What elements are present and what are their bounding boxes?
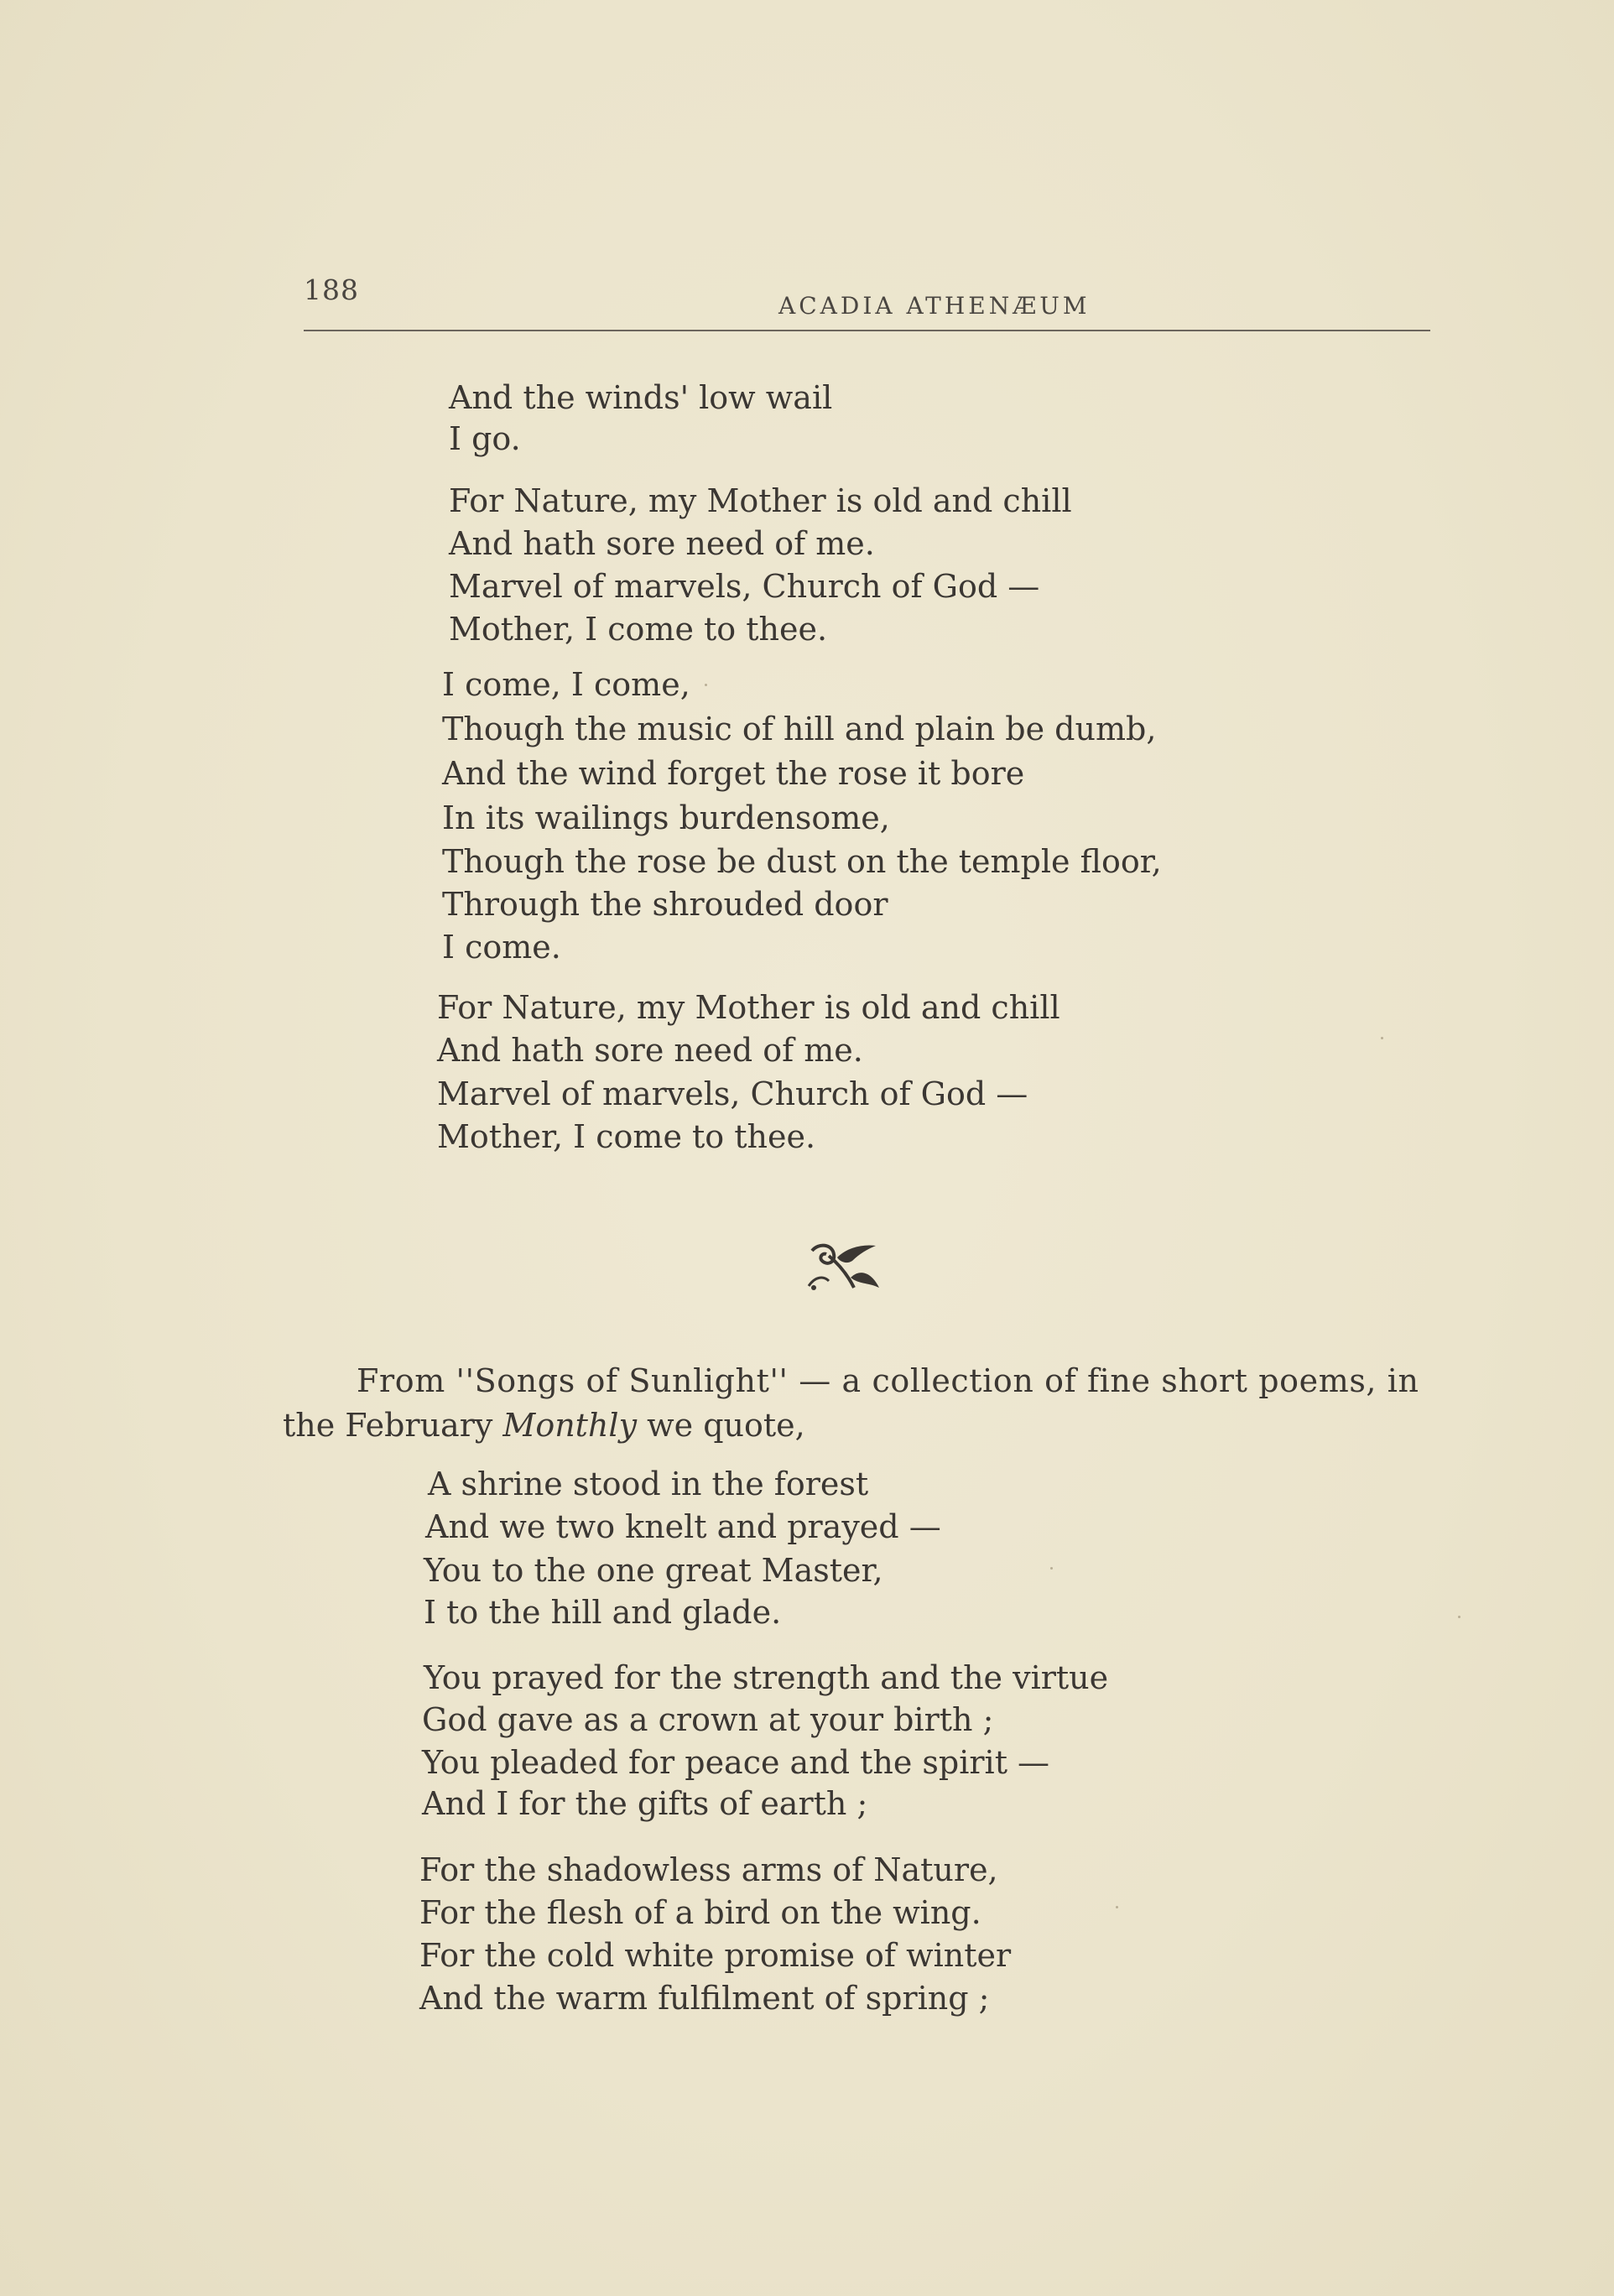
quoted-poem-line: And I for the gifts of earth ;: [422, 1785, 868, 1822]
poem-line: I come, I come,: [442, 666, 690, 703]
intro-text: the February: [283, 1407, 503, 1444]
running-head: ACADIA ATHENÆUM: [778, 292, 1091, 320]
poem-line: Through the shrouded door: [442, 886, 888, 923]
poem-line: Marvel of marvels, Church of God —: [437, 1075, 1028, 1112]
poem-line: And the wind forget the rose it bore: [442, 755, 1025, 792]
quoted-poem-line: For the flesh of a bird on the wing.: [419, 1894, 981, 1931]
paper-speck: [705, 684, 707, 686]
poem-line: For Nature, my Mother is old and chill: [449, 482, 1072, 519]
quoted-poem-line: God gave as a crown at your birth ;: [422, 1701, 994, 1738]
poem-line: Mother, I come to thee.: [449, 611, 828, 648]
quoted-poem-line: For the cold white promise of winter: [419, 1937, 1012, 1974]
poem-line: Marvel of marvels, Church of God —: [449, 568, 1040, 605]
quoted-poem-line: I to the hill and glade.: [424, 1594, 782, 1631]
page-number: 188: [304, 273, 359, 306]
poem-line: In its wailings burdensome,: [442, 799, 890, 836]
quoted-poem-line: For the shadowless arms of Nature,: [419, 1851, 998, 1888]
quoted-poem-line: And we two knelt and prayed —: [425, 1508, 941, 1545]
fleuron-ornament-icon: [804, 1239, 888, 1293]
intro-line: From ''Songs of Sunlight'' — a collection of fine short poems, in: [357, 1362, 1419, 1399]
quoted-poem-line: You pleaded for peace and the spirit —: [422, 1744, 1050, 1781]
poem-line: For Nature, my Mother is old and chill: [437, 989, 1060, 1026]
paper-speck: [1381, 1037, 1383, 1039]
header-rule: [304, 330, 1430, 331]
quoted-poem-line: You to the one great Master,: [424, 1552, 883, 1589]
poem-line: Though the rose be dust on the temple floor,: [442, 843, 1162, 880]
quoted-poem-line: A shrine stood in the forest: [428, 1466, 869, 1502]
poem-line: Though the music of hill and plain be dumb,: [442, 711, 1157, 747]
poem-line: Mother, I come to thee.: [437, 1118, 816, 1155]
poem-line: I come.: [442, 929, 561, 966]
poem-line: And hath sore need of me.: [449, 525, 875, 562]
poem-line: I go.: [449, 420, 521, 457]
poem-line: And hath sore need of me.: [437, 1032, 863, 1069]
quoted-poem-line: You prayed for the strength and the virtue: [424, 1659, 1109, 1696]
paper-speck: [1050, 1567, 1053, 1570]
poem-line: And the winds' low wail: [449, 379, 833, 416]
intro-text: we quote,: [637, 1407, 805, 1444]
intro-line: [283, 1407, 805, 1444]
quoted-poem-line: And the warm fulfilment of spring ;: [419, 1980, 990, 2017]
paper-speck: [1116, 1906, 1118, 1908]
magazine-title: Monthly: [502, 1407, 638, 1444]
paper-speck: [1458, 1616, 1460, 1618]
